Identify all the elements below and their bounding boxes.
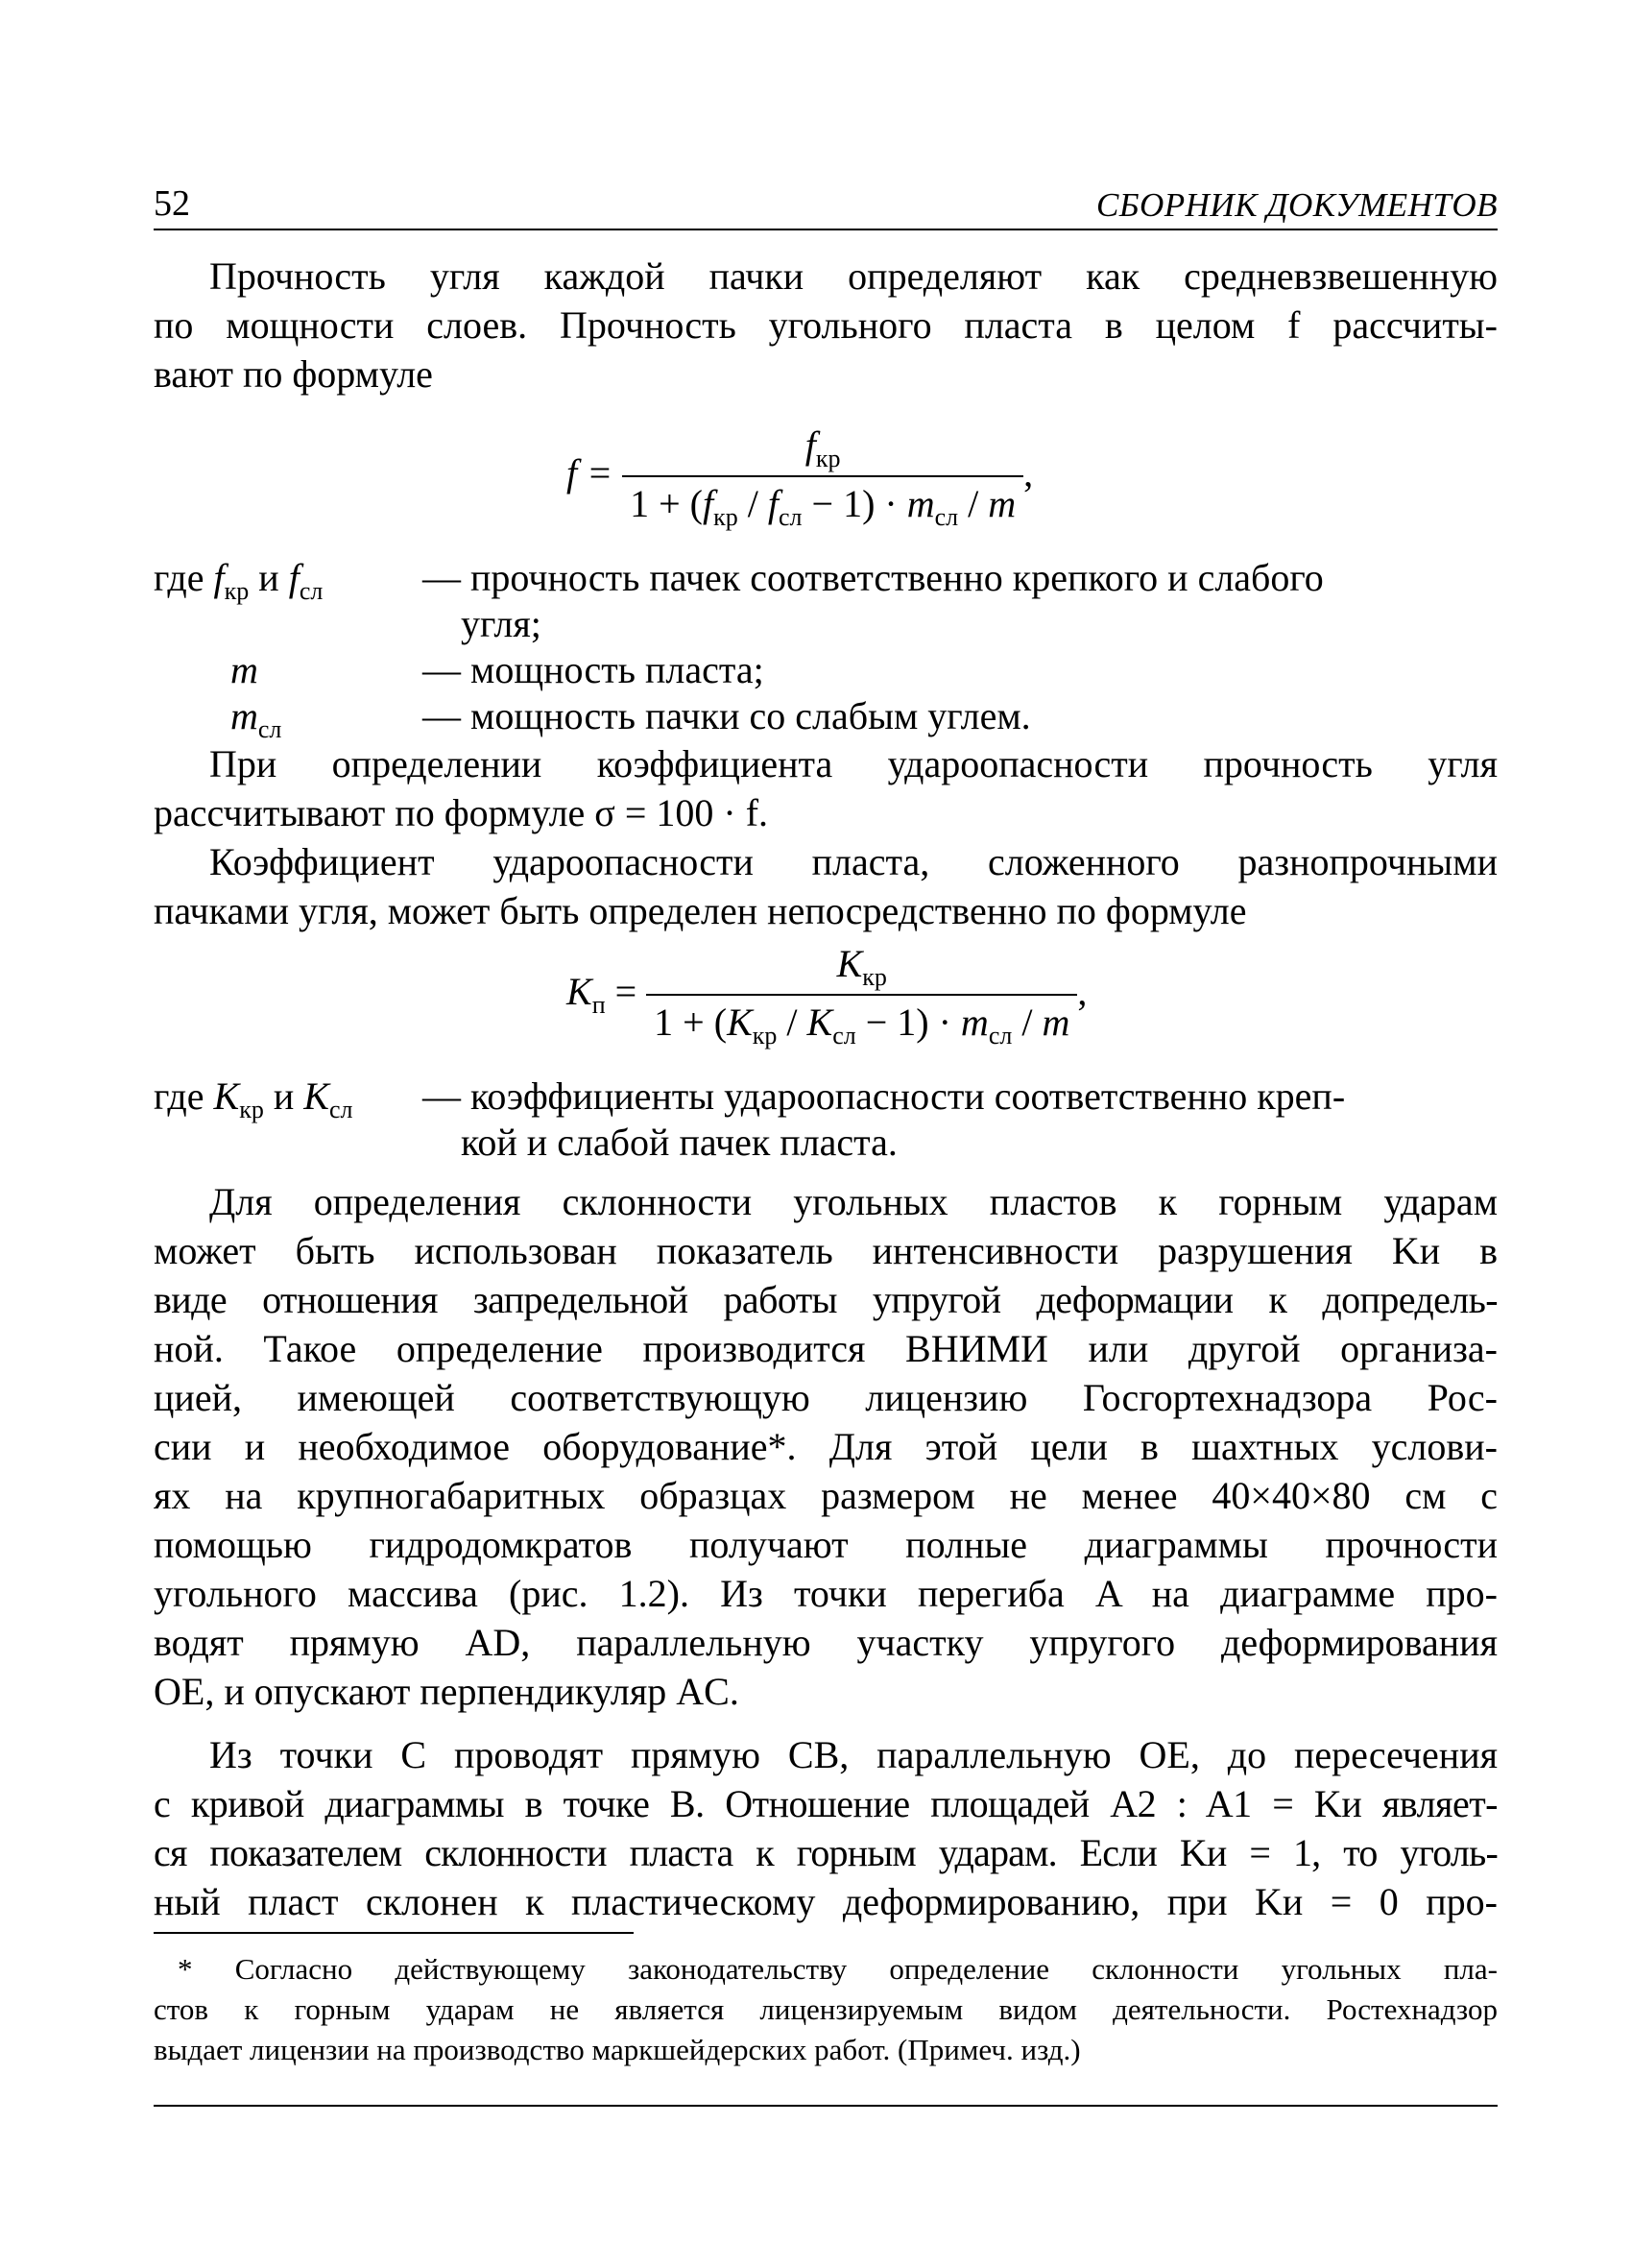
paragraph-2 [154, 739, 1498, 837]
text-line: рассчитывают по формуле σ = 100 · f. [154, 791, 769, 834]
text-line: цией, имеющей соответствующую лицензию Госгортехнадзора Рос- [154, 1376, 1498, 1419]
text-line: помощью гидродомкратов получают полные диаграммы прочности [154, 1523, 1498, 1566]
where-item [154, 647, 1498, 693]
text-line: с кривой диаграммы в точке B. Отношение площадей A2 : A1 = Kи являет- [154, 1782, 1498, 1825]
formula-numerator: $K_{кр}$ [836, 942, 887, 991]
text-line: ях на крупногабаритных образцах размером не менее 40×40×80 см с [154, 1474, 1498, 1517]
text-line: пачками угля, может быть определен непосредственно по формуле [154, 889, 1247, 932]
where-description: — прочность пачек соответственно крепкого и слабого угля; [422, 556, 1324, 645]
text-line: по мощности слоев. Прочность угольного пласта в целом f рассчиты- [154, 303, 1498, 347]
where-description: — мощность пачки со слабым углем. [422, 694, 1031, 737]
paragraph-3 [154, 837, 1498, 935]
formula-denominator: $1 + (K_{кр} / K_{сл} - 1) \cdot m_{сл} / m$ [646, 994, 1077, 1050]
text-line: водят прямую AD, параллельную участку упругого деформирования [154, 1621, 1498, 1664]
where-symbol: где $f_{кр}$ и $f_{сл}$ [154, 556, 324, 605]
text-line: Из точки C проводят прямую CB, параллельную OE, до пересечения [209, 1733, 1498, 1776]
text-line: OE, и опускают перпендикуляр AC. [154, 1670, 739, 1713]
bottom-rule [154, 2105, 1498, 2107]
text-line: угольного массива (рис. 1.2). Из точки перегиба A на диаграмме про- [154, 1572, 1498, 1615]
where-item [154, 1074, 1498, 1166]
text-line: виде отношения запредельной работы упругой деформации к допредель- [154, 1278, 1498, 1321]
where-description: — мощность пласта; [422, 648, 764, 691]
document-page [154, 0, 1498, 2268]
where-description: — коэффициенты удароопасности соответственно креп- кой и слабой пачек пласта. [422, 1074, 1346, 1164]
page-number: 52 [154, 183, 190, 224]
text-line: ный пласт склонен к пластическому деформированию, при Kи = 0 про- [154, 1880, 1498, 1923]
formula-fraction [622, 422, 1023, 532]
footnote-rule [154, 1932, 634, 1934]
text-line: ся показателем склонности пласта к горным ударам. Если Kи = 1, то уголь- [154, 1831, 1498, 1874]
where-symbol: m [230, 648, 258, 691]
text-line: При определении коэффициента удароопасности прочность угля [209, 742, 1498, 785]
footnote [154, 1949, 1498, 2070]
paragraph-4 [154, 1177, 1498, 1716]
text-line: Коэффициент удароопасности пласта, сложенного разнопрочными [209, 840, 1498, 883]
footnote-line: стов к горным ударам не является лицензируемым видом деятельности. Ростехнадзор [154, 1992, 1498, 2026]
formula-fraction [646, 941, 1077, 1050]
text-line: Для определения склонности угольных пластов к горным ударам [209, 1180, 1498, 1223]
where-item [154, 555, 1498, 647]
where-symbol: где $K_{кр}$ и $K_{сл}$ [154, 1074, 353, 1123]
where-item [154, 693, 1498, 743]
footnote-line: выдает лицензии на производство маркшейдерских работ. (Примеч. изд.) [154, 2033, 1081, 2066]
where-symbol: $m_{сл}$ [230, 694, 282, 743]
text-line: Прочность угля каждой пачки определяют как средневзвешенную [209, 254, 1498, 298]
formula-denominator: $1 + (f_{кр} / f_{сл} - 1) \cdot m_{сл} / m$ [622, 475, 1023, 532]
formula-numerator: $f_{кр}$ [804, 423, 841, 472]
text-line: ной. Такое определение производится ВНИМИ или другой организа- [154, 1327, 1498, 1370]
paragraph-5 [154, 1730, 1498, 1926]
page-header [154, 181, 1498, 230]
text-line: сии и необходимое оборудование*. Для этой цели в шахтных услови- [154, 1425, 1498, 1468]
running-head: СБОРНИК ДОКУМЕНТОВ [1096, 186, 1498, 224]
formula-lhs: f = [566, 451, 613, 495]
formula-outburst-coefficient: $K_п$ = $\frac{K_{кр}}{1 + (K_{кр} / K_{сл} - 1) \cdot m_{сл} / m}$ , [566, 942, 1088, 1050]
text-line: может быть использован показатель интенсивности разрушения Kи в [154, 1229, 1498, 1272]
paragraph-1 [154, 252, 1498, 398]
formula-strength: f = $\frac{f_{кр}}{1 + (f_{кр} / f_{сл} - 1) \cdot m_{сл} / m}$ , [566, 423, 1034, 531]
text-line: вают по формуле [154, 352, 433, 396]
footnote-line: * Согласно действующему законодательству определение склонности угольных пла- [178, 1952, 1498, 1986]
